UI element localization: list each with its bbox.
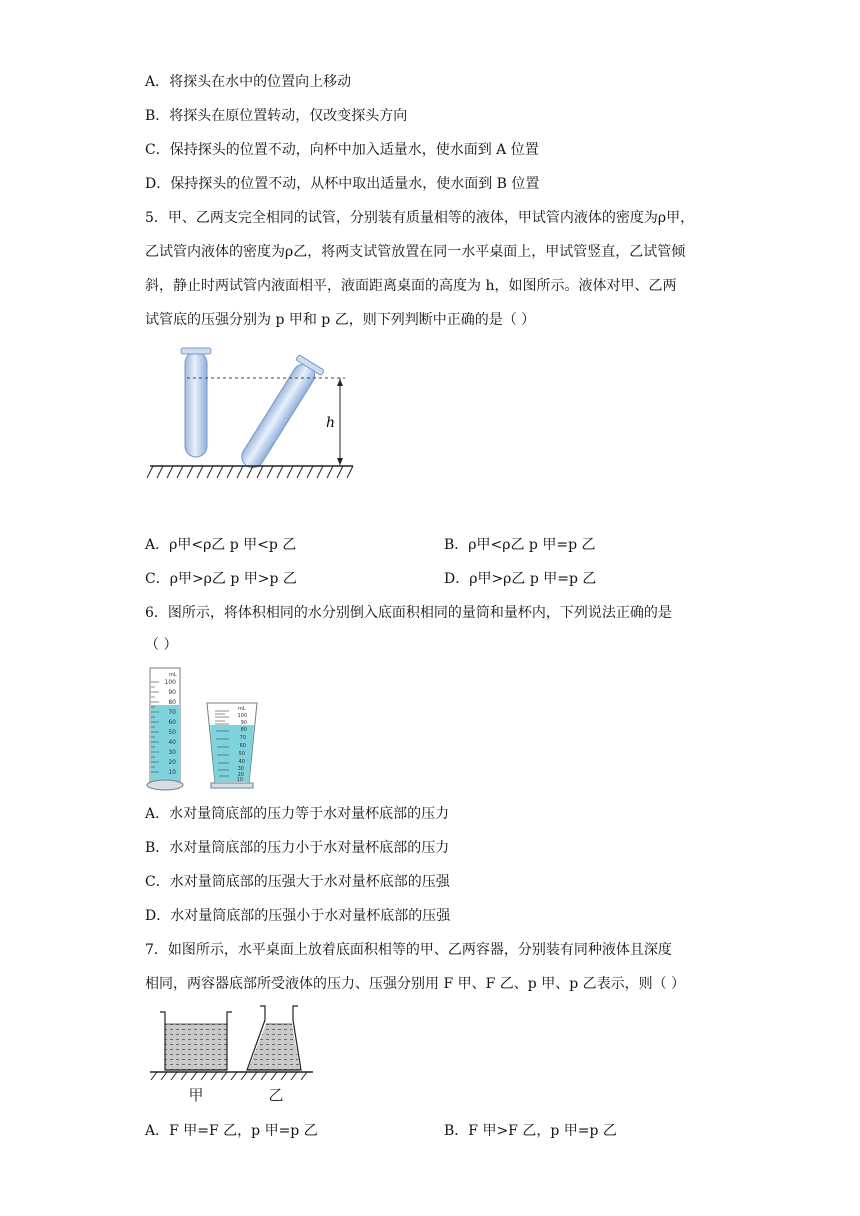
q7-containers-figure [145,1002,320,1107]
q5-option-a: A．ρ甲<ρ乙 p 甲<p 乙 [145,537,297,553]
label-yi: 乙 [268,1086,284,1104]
svg-text:30: 30 [168,749,176,756]
height-label: h [325,415,335,431]
q7-stem-line-2: 相同，两容器底部所受液体的压力、压强分别用 F 甲、F 乙、p 甲、p 乙表示，则（ ） [145,976,686,992]
q7-option-b: B．F 甲>F 乙，p 甲=p 乙 [444,1123,617,1139]
svg-text:40: 40 [168,739,176,746]
svg-text:100: 100 [237,713,247,719]
q5-stem-line-2: 乙试管内液体的密度为ρ乙，将两支试管放置在同一水平桌面上，甲试管竖直，乙试管倾 [145,244,686,260]
svg-text:mL: mL [238,706,246,712]
svg-text:50: 50 [168,729,176,736]
svg-text:90: 90 [240,720,247,726]
svg-text:80: 80 [168,699,176,706]
q5-test-tubes-figure [145,340,360,480]
svg-text:20: 20 [237,772,244,778]
svg-text:100: 100 [164,679,176,686]
q4-option-a: A．将探头在水中的位置向上移动 [145,74,352,90]
tilted-tube-yi [234,355,324,474]
q4-option-b: B．将探头在原位置转动，仅改变探头方向 [145,108,408,124]
container-jia [160,1012,232,1070]
vertical-tube-jia [181,348,211,457]
svg-text:40: 40 [238,759,245,765]
q6-option-b: B．水对量筒底部的压力小于水对量杯底部的压力 [145,840,450,856]
svg-text:60: 60 [168,719,176,726]
q6-stem-line-1: 6．图所示，将体积相同的水分别倒入底面积相同的量筒和量杯内，下列说法正确的是 [145,605,672,621]
q5-stem-line-1: 5．甲、乙两支完全相同的试管，分别装有质量相等的液体，甲试管内液体的密度为ρ甲， [145,210,695,226]
q5-stem-line-4: 试管底的压强分别为 p 甲和 p 乙，则下列判断中正确的是（ ） [145,312,536,328]
svg-text:30: 30 [237,766,244,772]
graduated-cylinder [147,668,183,790]
svg-text:90: 90 [168,689,176,696]
q5-option-d: D．ρ甲>ρ乙 p 甲=p 乙 [444,571,597,587]
svg-text:70: 70 [168,709,176,716]
q7-option-a: A．F 甲=F 乙，p 甲=p 乙 [145,1123,318,1139]
svg-text:10: 10 [236,777,243,783]
svg-text:60: 60 [239,743,246,749]
q6-option-c: C．水对量筒底部的压强大于水对量杯底部的压强 [145,874,450,890]
container-yi [247,1006,301,1070]
svg-text:mL: mL [169,672,177,678]
svg-text:10: 10 [168,769,176,776]
label-jia: 甲 [188,1086,204,1104]
q7-stem-line-1: 7．如图所示，水平桌面上放着底面积相等的甲、乙两容器，分别装有同种液体且深度 [145,942,672,958]
q6-option-d: D．水对量筒底部的压强小于水对量杯底部的压强 [145,908,451,924]
q5-option-c: C．ρ甲>ρ乙 p 甲>p 乙 [145,571,297,587]
svg-text:50: 50 [238,751,245,757]
q5-option-b: B．ρ甲<ρ乙 p 甲=p 乙 [444,537,596,553]
q6-option-a: A．水对量筒底部的压力等于水对量杯底部的压力 [145,806,450,822]
q6-cylinder-beaker-figure [145,663,265,793]
q4-option-c: C．保持探头的位置不动，向杯中加入适量水，使水面到 A 位置 [145,142,539,158]
q6-stem-line-2: （ ） [145,637,178,653]
measuring-cup [207,703,257,788]
svg-text:20: 20 [168,759,176,766]
svg-text:80: 80 [240,727,247,733]
q4-option-d: D．保持探头的位置不动，从杯中取出适量水，使水面到 B 位置 [145,176,540,192]
svg-text:70: 70 [239,735,246,741]
q5-stem-line-3: 斜，静止时两试管内液面相平，液面距离桌面的高度为 h，如图所示。液体对甲、乙两 [145,278,677,294]
